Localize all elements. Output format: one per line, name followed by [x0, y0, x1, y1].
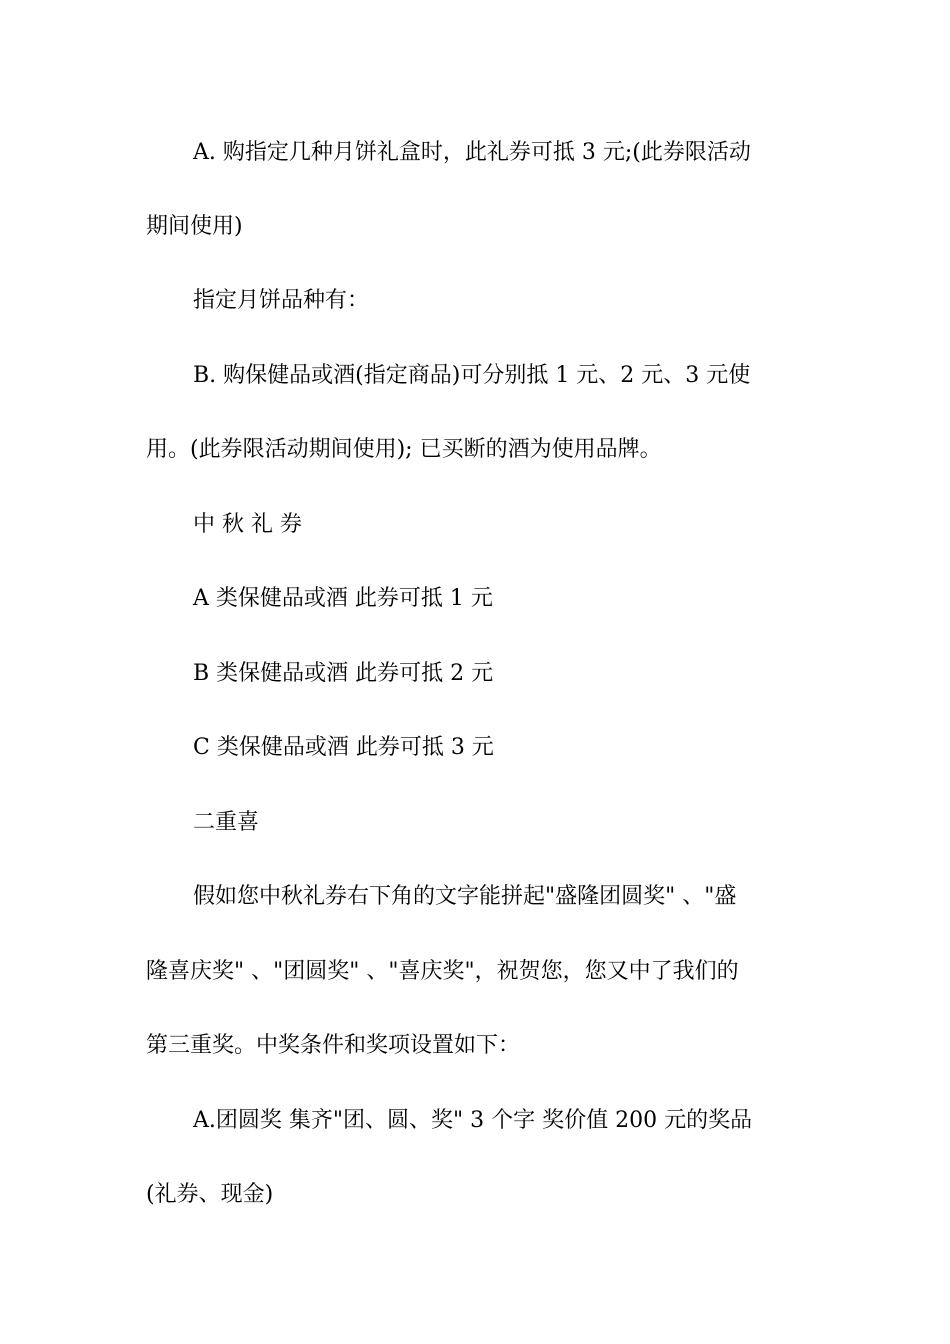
- paragraph-line-5: 用。(此券限活动期间使用); 已买断的酒为使用品牌。: [146, 437, 662, 462]
- paragraph-line-13: 第三重奖。中奖条件和奖项设置如下：: [146, 1033, 521, 1058]
- paragraph-line-1: A. 购指定几种月饼礼盒时，此礼券可抵 3 元;(此券限活动: [193, 140, 751, 165]
- coupon-item-b: B 类保健品或酒 此券可抵 2 元: [193, 661, 494, 686]
- coupon-item-c: C 类保健品或酒 此券可抵 3 元: [193, 735, 494, 760]
- section-heading-coupon: 中 秋 礼 券: [193, 512, 302, 537]
- paragraph-line-15: (礼券、现金): [146, 1182, 274, 1207]
- paragraph-line-11: 假如您中秋礼券右下角的文字能拼起"盛隆团圆奖" 、"盛: [193, 884, 737, 909]
- prize-item-tuanyuan: A.团圆奖 集齐"团、圆、奖" 3 个字 奖价值 200 元的奖品: [193, 1108, 753, 1133]
- paragraph-line-12: 隆喜庆奖" 、"团圆奖" 、"喜庆奖"，祝贺您，您又中了我们的: [146, 959, 739, 984]
- paragraph-line-2: 期间使用): [146, 214, 243, 239]
- coupon-item-a: A 类保健品或酒 此券可抵 1 元: [193, 586, 493, 611]
- paragraph-line-4: B. 购保健品或酒(指定商品)可分别抵 1 元、2 元、3 元使: [193, 363, 751, 388]
- paragraph-line-3: 指定月饼品种有：: [193, 288, 370, 313]
- section-heading-second-joy: 二重喜: [193, 810, 260, 835]
